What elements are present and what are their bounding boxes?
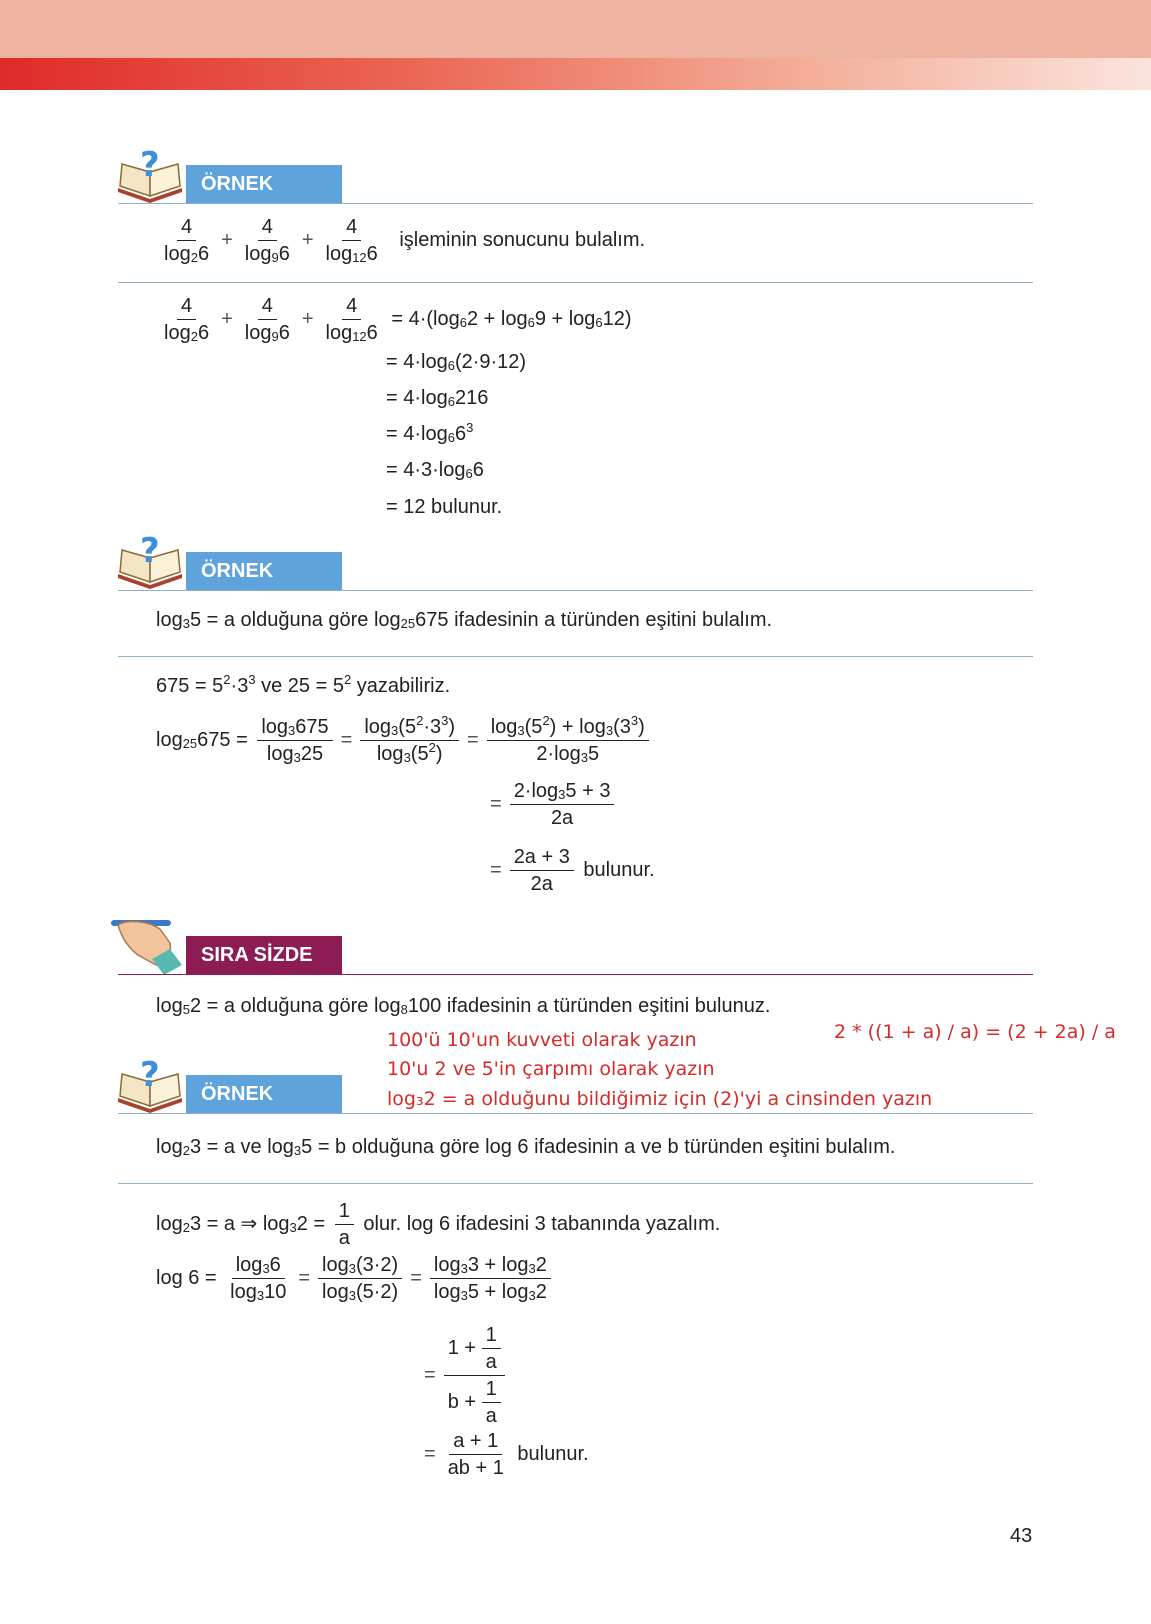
- svg-text:?: ?: [140, 1056, 160, 1095]
- example1-step3: = $4\cdot\log_6216$: [386, 387, 489, 409]
- example2-equation: $\log_{25}675$ = $\frac{\log_3675}{\log_325}$ = $\frac{\log_3(5^2\cdot 3^3)}{\log_3(5^2)}$ = $\frac{\log_3(5^2) + \log_3(3^3)}{2\cdot\log_35}$: [156, 716, 653, 765]
- example1-step2: = $4\cdot\log_6(2\cdot 9\cdot 12)$: [386, 351, 527, 373]
- ornek-underline: [118, 203, 1033, 204]
- page-number: 43: [1010, 1525, 1033, 1547]
- example3-equation: log 6 = $\frac{\log_36}{\log_310}$ = $\frac{\log_3(3\cdot 2)}{\log_3(5\cdot 2)}$ = $\frac{\log_33 + \log_32}{\log_35 + \log_32}$: [156, 1254, 555, 1303]
- writing-hand-icon: [108, 915, 186, 977]
- book-question-icon: [116, 1056, 186, 1118]
- sira-sizde-label: SIRA SİZDE: [186, 936, 342, 974]
- example2-step4: = $\frac{2a + 3}{2a}$ bulunur.: [490, 846, 655, 895]
- example2-question: $\log_35 = a$ olduğuna göre $\log_{25}675$ ifadesinin a türünden eşitini bulalım.: [156, 609, 773, 631]
- example1-step4: = $4\cdot\log_66^3$: [386, 420, 474, 445]
- example2-step3: = $\frac{2\cdot\log_35 + 3}{2a}$: [486, 780, 618, 829]
- sira-question: $\log_52 = a$ olduğuna göre $\log_8100$ ifadesinin a türünden eşitini bulunuz.: [156, 995, 771, 1017]
- separator: [118, 1183, 1033, 1184]
- example3-question: $\log_23 = a$ ve $\log_35 = b$ olduğuna göre log 6 ifadesinin a ve b türünden eşitini bulalım.: [156, 1136, 896, 1158]
- ornek-underline: [118, 1113, 1033, 1114]
- ornek-underline: [118, 590, 1033, 591]
- note-line3: log₃2 = a olduğunu bildiğimiz için (2)'yi a cinsinden yazın: [387, 1088, 933, 1110]
- example1-question: $\frac{4}{\log_26}$ + $\frac{4}{\log_96}$ + $\frac{4}{\log_{12}6}$ işleminin sonucunu bulalım.: [164, 216, 646, 265]
- svg-text:?: ?: [140, 146, 160, 185]
- sira-underline: [118, 974, 1033, 975]
- separator: [118, 282, 1033, 283]
- svg-text:?: ?: [140, 532, 160, 571]
- book-question-icon: [116, 532, 186, 594]
- note-line2: 10'u 2 ve 5'in çarpımı olarak yazın: [387, 1058, 715, 1080]
- example3-step4: = $\frac{a + 1}{ab + 1}$ bulunur.: [424, 1430, 589, 1479]
- separator: [118, 656, 1033, 657]
- ornek-label: ÖRNEK: [186, 165, 342, 203]
- example3-step3: = 1 + $\frac{1}{a}$ b + $\frac{1}{a}$: [420, 1324, 509, 1427]
- ornek-label: ÖRNEK: [186, 552, 342, 590]
- gradient-banner: [0, 58, 1151, 90]
- example1-solution-line1: $\frac{4}{\log_26}$ + $\frac{4}{\log_96}$ + $\frac{4}{\log_{12}6}$ = $4\cdot(\log_62 + \log_69 + \log_612)$: [164, 295, 632, 344]
- example1-step5: = $4\cdot 3\cdot\log_66$: [386, 459, 484, 481]
- example1-step6: = 12 bulunur.: [386, 496, 503, 518]
- ornek-label: ÖRNEK: [186, 1075, 342, 1113]
- top-banner: [0, 0, 1151, 58]
- note-calculation: 2 * ((1 + a) / a) = (2 + 2a) / a: [834, 1021, 1116, 1043]
- book-question-icon: [116, 146, 186, 208]
- note-line1: 100'ü 10'un kuvveti olarak yazın: [387, 1029, 697, 1051]
- example2-step1: $675 = 5^2\cdot 3^3$ ve $25 = 5^2$ yazabiliriz.: [156, 672, 451, 697]
- example3-step1: $\log_23 = a$ ⇒ $\log_32$ = $\frac{1}{a}$ olur. log 6 ifadesini 3 tabanında yazalım.: [156, 1200, 721, 1249]
